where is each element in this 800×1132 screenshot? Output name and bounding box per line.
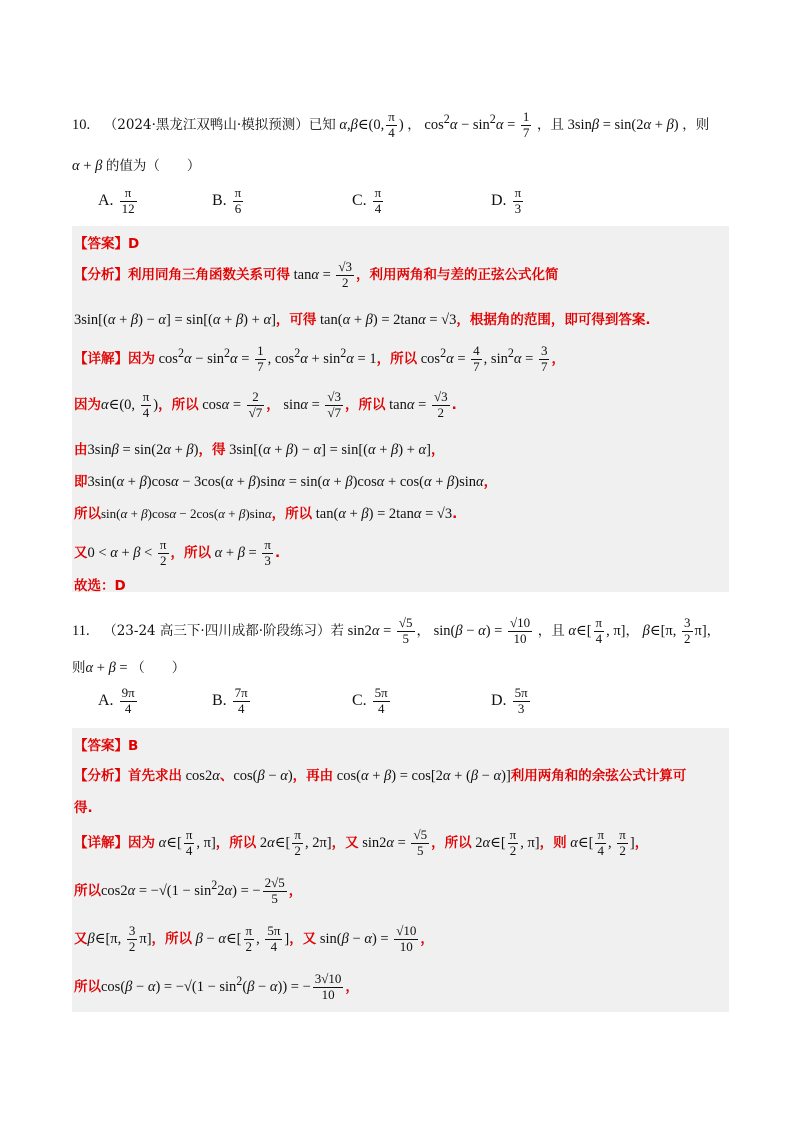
q11-line2-math: α + β = (85, 660, 128, 676)
q10-analysis-line1: 【分析】利用同角三角函数关系可得 tanα = $\frac{√3}{2}$ ，利用两角和与差的正弦公式化简 (74, 259, 559, 290)
q11-detail-line3: 又β∈[π, $\frac{3}{2}$ π]，所以 β − α∈[ $\frac{\pi}{2}$ , $\frac{5\pi}{4}$ ]，又 sin(β − α) = $\frac{√10}{10}$ ， (74, 923, 434, 954)
q10-final-choice: 故选：D (74, 578, 126, 594)
q10-stem-line1: 10. （2024·黑龙江双鸭山·模拟预测）已知 α,β∈(0, $\frac{\pi}{4}$ ) ， $\cos^2\alpha - \sin^2\alpha$ = $\frac{1}{7}$ ，且 3sinβ = sin(2α + β) ，则 (72, 109, 710, 140)
q11-option-b[interactable]: B. $\frac{7\pi}{4}$ (212, 685, 248, 716)
q11-and: ，且 (537, 622, 565, 639)
q11-stem-line1: 11. （23-24 高三下·四川成都·阶段练习）若 sin2α = $\frac{√5}{5}$ ， sin(β − α) = $\frac{√10}{10}$ ，且 α∈[ $\frac{\pi}{4}$ , π]， β∈[π, $\frac{3}{2}$ π]， (72, 615, 721, 646)
q11-math-1: sin2α = $\frac{√5}{5}$ (347, 615, 413, 646)
q10-option-a[interactable]: A. $\frac{\pi}{12}$ (98, 185, 135, 216)
q10-answer: 【答案】D (74, 236, 140, 252)
q10-detail-line2: 因为α∈(0, $\frac{\pi}{4}$ )，所以 cosα = $\frac{2}{√7}$ ， sinα = $\frac{√3}{√7}$ ，所以 tanα = $\frac{√3}{2}$ . (74, 389, 457, 420)
q10-options (98, 186, 658, 226)
q10-detail-line6: 又0 < α + β < $\frac{\pi}{2}$ ，所以 α + β = $\frac{\pi}{3}$ . (74, 537, 281, 568)
q10-option-c[interactable]: C. $\frac{\pi}{4}$ (352, 185, 382, 216)
q11-source: （23-24 高三下·四川成都·阶段练习）若 (103, 622, 345, 639)
q10-line2-math: α + β (72, 158, 103, 174)
q10-analysis-line2: 3sin[(α + β) − α] = sin[(α + β) + α]，可得 tan(α + β) = 2tanα = √3，根据角的范围，即可得到答案. (74, 312, 651, 328)
q11-math-4: β∈[π, $\frac{3}{2}$ π] (642, 615, 707, 646)
q10-math-1: α,β∈(0, $\frac{\pi}{4}$ ) (339, 109, 404, 140)
q11-option-a[interactable]: A. $\frac{9\pi}{4}$ (98, 685, 135, 716)
q11-option-c[interactable]: C. $\frac{5\pi}{4}$ (352, 685, 388, 716)
q11-math-2: sin(β − α) = $\frac{√10}{10}$ (433, 615, 531, 646)
q11-detail-line2: 所以$\cos 2\alpha = -√(1 - \sin^22\alpha)$ = − $\frac{2√5}{5}$ ， (74, 875, 303, 906)
q10-detail-line4: 即3sin(α + β)cosα − 3cos(α + β)sinα = sin(α + β)cosα + cos(α + β)sinα， (74, 474, 498, 490)
q11-analysis-line1: 【分析】首先求出 cos2α、cos(β − α)，再由 cos(α + β) = cos[2α + (β − α)]利用两角和的余弦公式计算可 (74, 768, 687, 784)
q10-number: 10. (72, 116, 91, 133)
q11-detail-line4: 所以$\cos(\beta - \alpha) = -√(1 - \sin^2(\beta - \alpha))$ = − $\frac{3√10}{10}$ ， (74, 971, 359, 1002)
q10-solution-box (72, 226, 729, 592)
q11-stem-line2: 则α + β = （ ） (72, 660, 186, 676)
q11-answer: 【答案】B (74, 738, 139, 754)
q11-number: 11. (72, 622, 90, 639)
q10-detail-line1: 【详解】因为 $\cos^2\alpha - \sin^2\alpha$ = $\frac{1}{7}$ , $\cos^2\alpha + \sin^2\alpha = 1$，所以 $\cos^2\alpha$ = $\frac{4}{7}$ , $\sin^2\alpha$ = $\frac{3}{7}$ ， (74, 343, 565, 374)
q10-option-d[interactable]: D. $\frac{\pi}{3}$ (491, 185, 522, 216)
q10-math-2: $\cos^2\alpha - \sin^2\alpha$ = $\frac{1}{7}$ (424, 109, 530, 140)
q11-analysis-line2: 得. (74, 800, 93, 816)
q11-math-3: α∈[ $\frac{\pi}{4}$ , π] (568, 615, 626, 646)
q11-detail-line1: 【详解】因为 α∈[ $\frac{\pi}{4}$ , π]，所以 2α∈[ $\frac{\pi}{2}$ , 2π]，又 sin2α = $\frac{√5}{5}$ ，所以 2α∈[ $\frac{\pi}{2}$ , π]，则 α∈[ $\frac{\pi}{4}$ , $\frac{\pi}{2}$ ]， (74, 827, 649, 858)
q11-solution-box (72, 728, 729, 1012)
q10-detail-line5: 所以sin(α + β)cosα − 2cos(α + β)sinα，所以 tan(α + β) = 2tanα = √3. (74, 506, 458, 522)
q10-line2-text: 的值为（ ） (105, 158, 201, 174)
q10-source: （2024·黑龙江双鸭山·模拟预测）已知 (103, 116, 336, 133)
q11-option-d[interactable]: D. $\frac{5\pi}{3}$ (491, 685, 528, 716)
q10-and: ，且 (537, 116, 565, 133)
q10-option-b[interactable]: B. $\frac{\pi}{6}$ (212, 185, 242, 216)
q10-stem-line2 (72, 154, 200, 175)
q10-then: ，则 (682, 116, 710, 133)
q10-detail-line3: 由3sinβ = sin(2α + β)，得 3sin[(α + β) − α] = sin[(α + β) + α]， (74, 442, 445, 458)
q11-options (98, 686, 658, 726)
q10-math-3: 3sinβ = sin(2α + β) (567, 116, 679, 133)
